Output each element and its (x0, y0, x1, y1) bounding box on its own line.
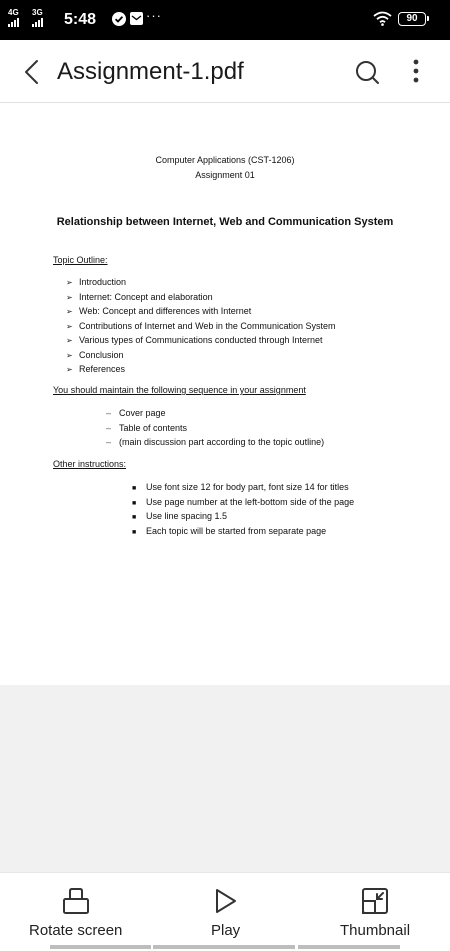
sequence-label: You should maintain the following sequence in your assignment (53, 385, 306, 395)
list-item: ➢ References (66, 362, 335, 377)
square-bullet-icon: ■ (132, 528, 137, 536)
sequence-list (106, 406, 324, 450)
rotate-screen-button[interactable] (0, 873, 150, 943)
document-title: Assignment-1.pdf (57, 58, 244, 85)
dash-bullet-icon: – (106, 422, 112, 433)
chevron-left-icon[interactable] (20, 58, 44, 86)
network-label-1: 4G (8, 8, 19, 17)
rotate-screen-label: Rotate screen (29, 922, 123, 939)
list-item: – Cover page (106, 406, 324, 421)
list-item: – Table of contents (106, 421, 324, 436)
list-item: ➢ Web: Concept and differences with Internet (66, 304, 335, 319)
list-item: ■ Use line spacing 1.5 (132, 509, 354, 524)
mail-icon (130, 12, 143, 25)
arrow-bullet-icon: ➢ (66, 278, 73, 287)
document-heading: Relationship between Internet, Web and Communication System (56, 216, 394, 228)
thumbnail-label: Thumbnail (340, 922, 411, 939)
list-item: ➢ Various types of Communications conducted through Internet (66, 333, 335, 348)
dash-bullet-icon: – (106, 437, 112, 447)
list-item: ■ Use page number at the left-bottom side of the page (132, 495, 354, 510)
list-item: – (main discussion part according to the topic outline) (106, 435, 324, 450)
play-icon (212, 887, 238, 915)
square-bullet-icon: ■ (132, 514, 137, 521)
thumbnail-icon (361, 887, 389, 915)
nav-indicators (0, 945, 450, 950)
square-bullet-icon: ■ (132, 485, 137, 492)
network-label-2: 3G (32, 8, 43, 17)
arrow-bullet-icon: ➢ (66, 365, 73, 374)
signal-4g-icon (8, 9, 19, 27)
bottom-toolbar (0, 872, 450, 951)
play-button[interactable] (150, 873, 300, 943)
list-item: ➢ Contributions of Internet and Web in the Communication System (66, 319, 335, 334)
list-item: ■ Use font size 12 for body part, font size 14 for titles (132, 480, 354, 495)
arrow-bullet-icon: ➢ (66, 350, 73, 360)
arrow-bullet-icon: ➢ (66, 336, 73, 345)
list-item: ➢ Conclusion (66, 348, 335, 363)
more-vertical-icon[interactable] (406, 57, 426, 85)
dash-bullet-icon: – (106, 408, 112, 418)
square-bullet-icon: ■ (132, 499, 137, 507)
list-item: ■ Each topic will be started from separate page (132, 524, 354, 539)
topic-outline-list (66, 275, 335, 377)
check-circle-icon (112, 12, 126, 26)
app-bar (0, 40, 450, 103)
other-instructions-list (132, 480, 354, 538)
arrow-bullet-icon: ➢ (66, 307, 73, 316)
topic-outline-label: Topic Outline: (53, 255, 108, 265)
wifi-icon (373, 11, 392, 26)
signal-3g-icon (32, 9, 43, 27)
arrow-bullet-icon: ➢ (66, 321, 73, 331)
assignment-number: Assignment 01 (195, 170, 255, 180)
arrow-bullet-icon: ➢ (66, 292, 73, 302)
status-bar (0, 0, 450, 40)
play-label: Play (211, 922, 241, 939)
pdf-page[interactable] (0, 103, 450, 685)
list-item: ➢ Introduction (66, 275, 335, 290)
other-instructions-label: Other instructions: (53, 459, 127, 469)
thumbnail-button[interactable] (300, 873, 450, 943)
list-item: ➢ Internet: Concept and elaboration (66, 290, 335, 305)
notification-more-icon: ··· (146, 8, 162, 23)
battery-indicator: 90 (398, 12, 426, 26)
status-time: 5:48 (64, 11, 97, 28)
rotate-screen-icon (62, 887, 90, 915)
search-icon[interactable] (354, 59, 380, 85)
course-name: Computer Applications (CST-1206) (155, 155, 295, 165)
